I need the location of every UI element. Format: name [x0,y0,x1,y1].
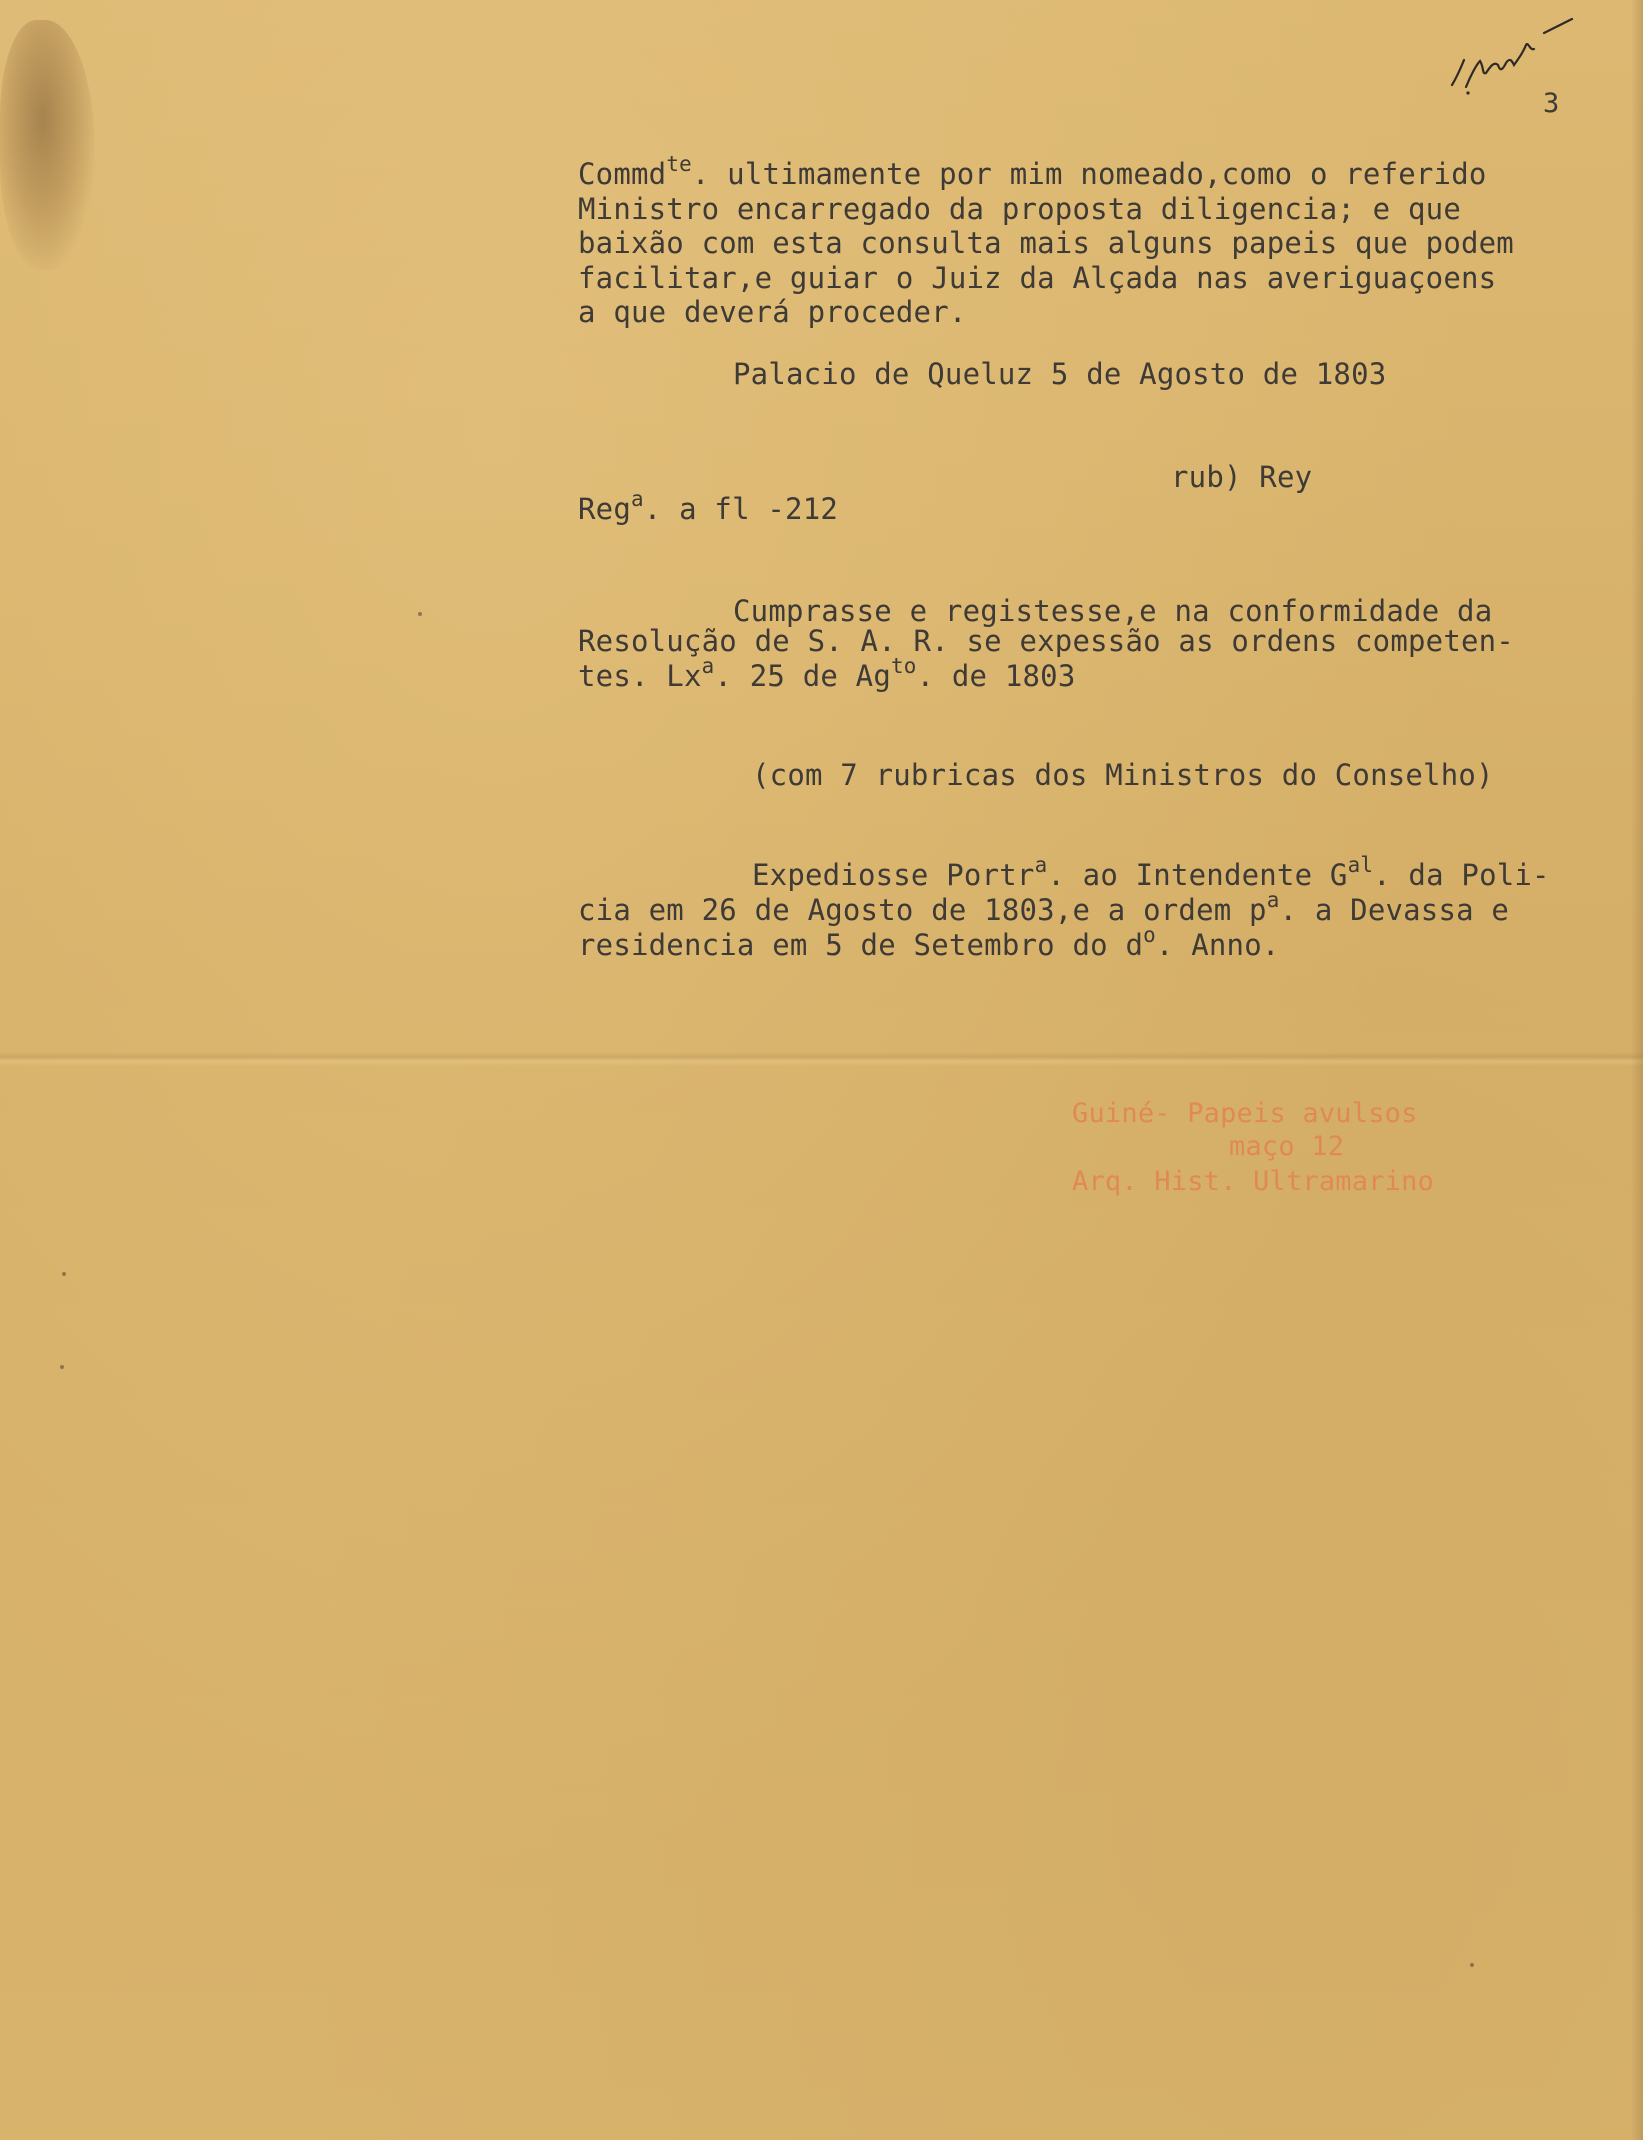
text-line: baixão com esta consulta mais alguns papeis que podem [578,226,1514,260]
text-line: Cumprasse e registesse,e na conformidade da [733,594,1493,628]
text-line: a que deverá proceder. [578,295,967,329]
place-date: Palacio de Queluz 5 de Agosto de 1803 [733,357,1387,391]
paper-speck [418,612,422,616]
text-line: Ministro encarregado da proposta diligencia; e que [578,192,1461,226]
archive-stamp-line: Guiné- Papeis avulsos [1072,1098,1418,1129]
paper-fold-line [0,1052,1643,1066]
page-number: 3 [1543,88,1560,119]
archive-stamp-line: Arq. Hist. Ultramarino [1072,1166,1435,1197]
paper-speck [60,1365,64,1369]
rubrics-note: (com 7 rubricas dos Ministros do Conselho) [752,758,1494,792]
text-line: Resolução de S. A. R. se expessão as ordens competen- [578,624,1514,658]
text-line: tes. Lx$^a$. 25 de $Ag^{to}$. de 1803 [578,654,1076,693]
text-line: Commd$^{te}$. ultimamente por mim nomeado,como o referido [578,152,1487,191]
paper-edge-shadow [1631,0,1643,2140]
text-line: Expediosse Portr$^a$. ao Intendente $G^{al}$. da Poli- [752,853,1550,892]
paper-stain [0,20,95,270]
register-note: Reg$^a$. a fl -212 [578,487,839,526]
archive-stamp-line: maço 12 [1229,1131,1345,1162]
rubric-signature: rub) Rey [1171,460,1313,494]
text-line: facilitar,e guiar o Juiz da Alçada nas averiguaçoens [578,261,1497,295]
paper-speck [62,1272,66,1276]
text-line: residencia em 5 de Setembro do $d^o$. Anno. [578,923,1280,962]
paper-speck [1470,1963,1474,1967]
text-line: cia em 26 de Agosto de 1803,e a ordem $p^a$. a Devassa e [578,888,1510,927]
